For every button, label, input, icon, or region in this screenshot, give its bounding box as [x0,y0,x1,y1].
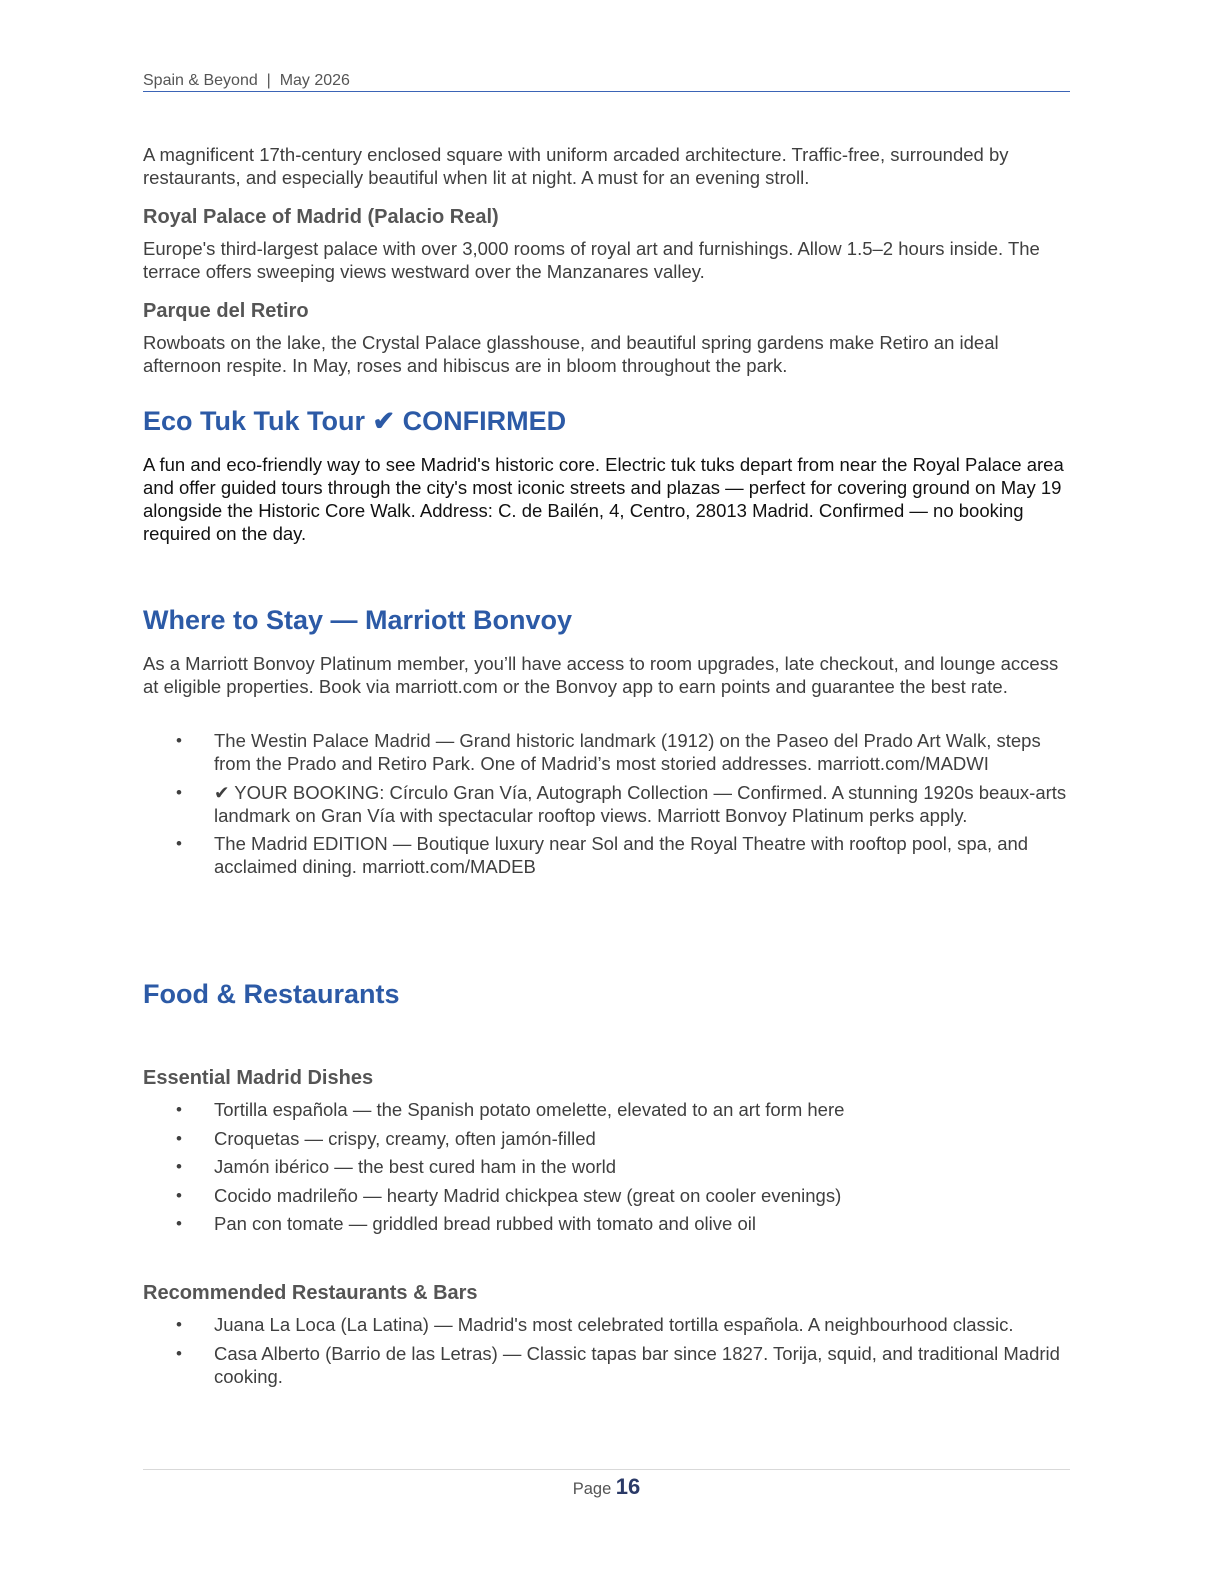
royal-palace-description: Europe's third-largest palace with over 3,000 rooms of royal art and furnishings. Allow 1.5–2 hours inside. The terrace offers sweeping views westward over the Manzanares valley. [143,238,1040,282]
tuk-tuk-heading: Eco Tuk Tuk Tour ✔ CONFIRMED [143,406,567,436]
list-item [143,832,1070,878]
bullet-icon: • [176,1157,182,1176]
bullet-icon: • [176,1214,182,1233]
list-item [143,1313,1070,1336]
restaurant-casa-alberto: Casa Alberto (Barrio de las Letras) — Classic tapas bar since 1827. Torija, squid, and traditional Madrid cooking. [214,1342,1060,1387]
page-header [143,71,1070,92]
list-item [143,1127,1070,1150]
plaza-mayor-description: A magnificent 17th-century enclosed square with uniform arcaded architecture. Traffic-free, surrounded by restaurants, and especially beautiful when lit at night. A must for an evening stroll. [143,144,1009,188]
page-number: 16 [615,1474,641,1499]
hotel-madrid-edition: The Madrid EDITION — Boutique luxury near Sol and the Royal Theatre with rooftop pool, spa, and acclaimed dining. marriott.com/MADEB [214,833,1029,877]
bullet-icon: • [176,834,182,853]
page-label: Page [572,1480,612,1498]
list-item [143,781,1070,827]
list-item [143,1098,1070,1121]
dish-item: Tortilla española — the Spanish potato omelette, elevated to an art form here [214,1099,845,1120]
royal-palace-heading: Royal Palace of Madrid (Palacio Real) [143,206,499,228]
retiro-heading: Parque del Retiro [143,300,309,322]
dish-item: Croquetas — crispy, creamy, often jamón-filled [214,1127,596,1149]
hotel-circulo-gran-via: ✔ YOUR BOOKING: Círculo Gran Vía, Autograph Collection — Confirmed. A stunning 1920s beaux-arts landmark on Gran Vía with spectacular rooftop views. Marriott Bonvoy Platinum perks apply. [214,781,1067,826]
dish-item: Cocido madrileño — hearty Madrid chickpea stew (great on cooler evenings) [214,1184,842,1206]
hotel-list [143,729,1070,884]
page-footer [143,1469,1070,1500]
where-to-stay-intro: As a Marriott Bonvoy Platinum member, you’ll have access to room upgrades, late checkout, and lounge access at eligible properties. Book via marriott.com or the Bonvoy app to earn points and guarantee the best rate. [143,653,1059,697]
bullet-icon: • [176,1185,182,1205]
food-heading: Food & Restaurants [143,979,400,1009]
bullet-icon: • [176,1100,182,1119]
dish-item: Jamón ibérico — the best cured ham in the world [214,1156,617,1177]
list-item [143,1155,1070,1178]
restaurants-list [143,1313,1070,1393]
bullet-icon: • [176,1343,182,1363]
hotel-westin-palace: The Westin Palace Madrid — Grand historic landmark (1912) on the Paseo del Prado Art Walk, steps from the Prado and Retiro Park. One of Madrid’s most storied addresses. marriott.com/MADWI [214,730,1041,774]
retiro-description: Rowboats on the lake, the Crystal Palace glasshouse, and beautiful spring gardens make Retiro an ideal afternoon respite. In May, roses and hibiscus are in bloom throughout the park. [143,332,999,376]
dishes-list [143,1098,1070,1241]
header-text: Spain & Beyond | May 2026 [143,72,350,89]
bullet-icon: • [176,1315,182,1334]
where-to-stay-heading: Where to Stay — Marriott Bonvoy [143,605,573,635]
list-item [143,1212,1070,1235]
list-item [143,1184,1070,1207]
list-item [143,729,1070,775]
restaurants-heading: Recommended Restaurants & Bars [143,1282,478,1304]
dishes-heading: Essential Madrid Dishes [143,1067,374,1089]
dish-item: Pan con tomate — griddled bread rubbed with tomato and olive oil [214,1213,756,1234]
bullet-icon: • [176,1128,182,1148]
bullet-icon: • [176,782,182,802]
tuk-tuk-description: A fun and eco-friendly way to see Madrid's historic core. Electric tuk tuks depart from near the Royal Palace area and offer guided tours through the city's most iconic streets and plazas — perfect for covering ground on May 19 alongside the Historic Core Walk. Address: C. de Bailén, 4, Centro, 28013 Madrid. Confirmed — no booking required on the day. [143,454,1064,544]
restaurant-juana-la-loca: Juana La Loca (La Latina) — Madrid's most celebrated tortilla española. A neighbourhood classic. [214,1314,1014,1335]
bullet-icon: • [176,731,182,750]
list-item [143,1342,1070,1388]
